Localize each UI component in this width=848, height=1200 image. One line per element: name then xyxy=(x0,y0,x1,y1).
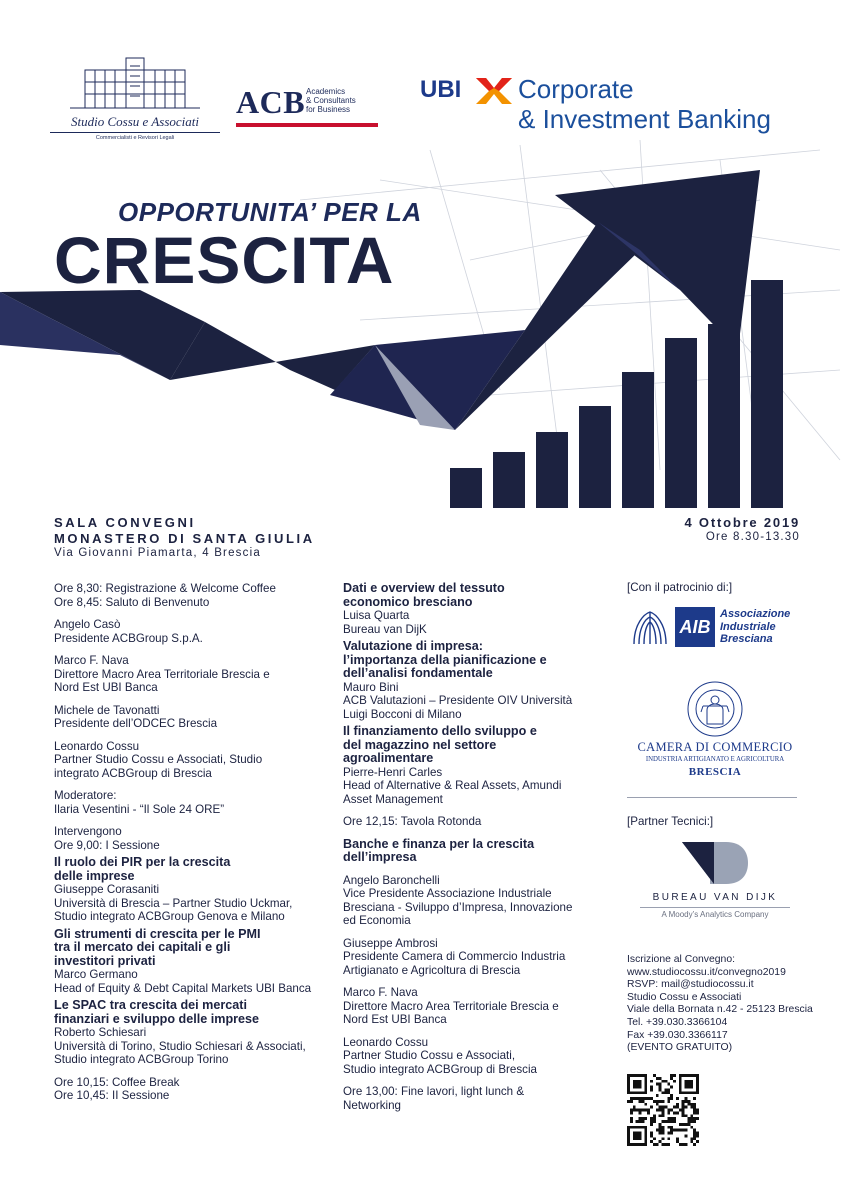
session-title: Valutazione di impresa: xyxy=(343,639,483,653)
venue-monastery: MONASTERO DI SANTA GIULIA xyxy=(54,531,315,546)
bvd-divider xyxy=(640,907,790,908)
logo-studio-cossu xyxy=(50,52,220,144)
program-block xyxy=(343,1036,605,1077)
session-title: finanziari e sviluppo delle imprese xyxy=(54,1011,260,1026)
logo-camera-commercio xyxy=(630,680,800,780)
registration-info xyxy=(627,954,822,1055)
program-line: Giuseppe Corasaniti xyxy=(54,883,160,896)
camera-city: BRESCIA xyxy=(688,766,742,778)
title-small: OPPORTUNITA’ PER LA xyxy=(118,197,422,227)
cossu-name: Studio Cossu e Associati xyxy=(71,114,199,129)
qr-code-icon[interactable] xyxy=(627,1074,699,1146)
bvd-mark-icon xyxy=(680,840,750,888)
growth-bar xyxy=(708,324,740,508)
program-line: Ore 10,45: II Sessione xyxy=(54,1089,170,1102)
event-date: 4 Ottobre 2019 xyxy=(684,515,800,530)
program-line: integrato ACBGroup di Brescia xyxy=(54,766,212,780)
session-title: Dati e overview del tessuto xyxy=(343,581,505,595)
program-line: Ore 10,15: Coffee Break xyxy=(54,1075,180,1089)
program-left-column xyxy=(54,582,314,1112)
program-block xyxy=(343,1085,605,1112)
session-title: l’importanza della pianificazione e xyxy=(343,652,547,667)
growth-bar xyxy=(665,338,697,508)
program-line: Università di Torino, Studio Schiesari & Associati, xyxy=(54,1039,306,1053)
logo-ubi xyxy=(420,72,805,142)
acb-tagline-line: & Consultants xyxy=(306,96,356,105)
growth-bar xyxy=(450,468,482,508)
registration-line: Fax +39.030.3366117 xyxy=(627,1029,728,1041)
sidebar-divider xyxy=(627,797,797,798)
bvd-subtitle: A Moody’s Analytics Company xyxy=(661,910,769,919)
aib-line: Associazione xyxy=(720,608,791,620)
acb-tagline-line: for Business xyxy=(306,105,351,114)
program-block xyxy=(54,1076,314,1103)
program-block xyxy=(54,740,314,781)
program-line: Intervengono xyxy=(54,825,122,838)
session-title: Il finanziamento dello sviluppo e xyxy=(343,724,537,738)
acb-red-bar xyxy=(236,123,378,127)
title-big: CRESCITA xyxy=(54,223,395,297)
program-line: Bureau van DijK xyxy=(343,622,427,636)
growth-bar xyxy=(751,280,783,508)
program-line: Studio integrato ACBGroup di Brescia xyxy=(343,1062,537,1076)
aib-emblem-icon xyxy=(630,608,670,648)
registration-line: (EVENTO GRATUITO) xyxy=(627,1042,733,1054)
aib-text xyxy=(720,608,790,646)
aib-box: AIB xyxy=(675,607,715,647)
program-line: Pierre-Henri Carles xyxy=(343,765,443,779)
program-line: Giuseppe Ambrosi xyxy=(343,936,438,950)
session-title: Il ruolo dei PIR per la crescita xyxy=(54,855,231,869)
program-line: Ore 8,45: Saluto di Benvenuto xyxy=(54,595,210,609)
aib-line: Industriale xyxy=(720,620,776,633)
program-line: Direttore Macro Area Territoriale Brescia e xyxy=(54,667,270,681)
program-block xyxy=(343,986,605,1027)
ubi-line1: Corporate xyxy=(518,74,634,104)
program-line: Marco F. Nava xyxy=(54,654,129,667)
program-block xyxy=(54,825,314,852)
growth-graphic xyxy=(0,140,848,510)
ubi-line2: & Investment Banking xyxy=(518,104,771,134)
program-line: Bresciana - Sviluppo d’Impresa, Innovazione xyxy=(343,900,573,914)
session-title: Banche e finanza per la crescita xyxy=(343,836,535,851)
growth-bar xyxy=(493,452,525,508)
program-line: Partner Studio Cossu e Associati, Studio xyxy=(54,753,263,766)
program-line: Ore 13,00: Fine lavori, light lunch & xyxy=(343,1085,525,1098)
program-line: Moderatore: xyxy=(54,789,117,802)
session-title: Gli strumenti di crescita per le PMI xyxy=(54,926,261,941)
program-block xyxy=(54,928,314,996)
bvd-name: BUREAU VAN DIJK xyxy=(652,892,778,903)
program-line: Studio integrato ACBGroup Genova e Milano xyxy=(54,910,285,923)
ubi-mark: UBI xyxy=(420,76,462,103)
session-title: investitori privati xyxy=(54,953,156,968)
program-block xyxy=(343,937,605,978)
registration-line: Iscrizione al Convegno: xyxy=(627,954,736,965)
program-line: Luisa Quarta xyxy=(343,609,410,622)
registration-line[interactable]: RSVP: mail@studiocossu.it xyxy=(627,979,754,991)
acb-tagline-line: Academics xyxy=(306,87,346,96)
program-line: Asset Management xyxy=(343,792,443,806)
registration-line: Studio Cossu e Associati xyxy=(627,991,742,1003)
mercatorum-seal-icon xyxy=(685,680,745,738)
session-title: dell’analisi fondamentale xyxy=(343,666,493,680)
logo-aib xyxy=(630,606,800,652)
program-line: Leonardo Cossu xyxy=(54,739,140,753)
program-line: Studio integrato ACBGroup Torino xyxy=(54,1053,229,1066)
session-title: Le SPAC tra crescita dei mercati xyxy=(54,998,247,1012)
building-icon xyxy=(50,52,220,112)
program-line: Mauro Bini xyxy=(343,680,399,694)
partner-text: [Partner Tecnici:] xyxy=(627,815,714,828)
program-line: Ore 8,30: Registrazione & Welcome Coffee xyxy=(54,582,276,595)
program-block xyxy=(343,874,605,928)
program-block xyxy=(54,999,314,1067)
program-line: Presidente ACBGroup S.p.A. xyxy=(54,631,203,645)
program-line: Michele de Tavonatti xyxy=(54,703,160,717)
session-title: agroalimentare xyxy=(343,751,434,765)
program-block xyxy=(343,838,605,865)
growth-bar xyxy=(579,406,611,508)
program-line: Ore 12,15: Tavola Rotonda xyxy=(343,815,482,828)
program-block xyxy=(54,856,314,924)
program-line: Partner Studio Cossu e Associati, xyxy=(343,1049,516,1062)
logo-bureau-van-dijk xyxy=(630,838,800,928)
program-block xyxy=(343,640,605,721)
growth-bar xyxy=(536,432,568,508)
program-line: ACB Valutazioni – Presidente OIV Università xyxy=(343,694,573,707)
program-line: Direttore Macro Area Territoriale Brescia e xyxy=(343,999,559,1013)
program-block xyxy=(343,815,605,829)
program-block xyxy=(54,789,314,816)
partner-label xyxy=(627,812,799,830)
program-line: Artigianato e Agricoltura di Brescia xyxy=(343,963,521,977)
program-line: Ore 9,00: I Sessione xyxy=(54,838,160,852)
patrocinio-label xyxy=(627,578,799,596)
session-title: delle imprese xyxy=(54,868,135,883)
program-block xyxy=(54,654,314,695)
program-line: Roberto Schiesari xyxy=(54,1026,147,1039)
program-line: Leonardo Cossu xyxy=(343,1035,429,1049)
session-title: tra il mercato dei capitali e gli xyxy=(54,940,231,954)
program-line: Nord Est UBI Banca xyxy=(54,681,158,694)
program-block xyxy=(343,725,605,806)
growth-bar xyxy=(622,372,654,508)
program-line: Marco F. Nava xyxy=(343,986,418,999)
program-line: Head of Alternative & Real Assets, Amundi xyxy=(343,779,562,792)
program-line: Università di Brescia – Partner Studio Uckmar, xyxy=(54,896,293,910)
aib-line: Bresciana xyxy=(720,633,773,645)
session-title: economico bresciano xyxy=(343,594,473,609)
program-line: Head of Equity & Debt Capital Markets UBI Banca xyxy=(54,981,312,995)
ubi-chevrons-icon xyxy=(476,78,512,104)
logo-acb xyxy=(236,84,386,130)
venue-address: Via Giovanni Piamarta, 4 Brescia xyxy=(54,547,261,559)
session-title: dell’impresa xyxy=(343,850,417,864)
program-line: Vice Presidente Associazione Industriale xyxy=(343,887,552,900)
acb-tagline xyxy=(306,87,386,114)
registration-line: Viale della Bornata n.42 - 25123 Brescia xyxy=(627,1004,813,1016)
program-line: Angelo Casò xyxy=(54,618,121,631)
camera-subtitle: INDUSTRIA ARTIGIANATO E AGRICOLTURA xyxy=(645,756,785,763)
program-line: Ilaria Vesentini - “Il Sole 24 ORE” xyxy=(54,802,225,816)
program-block xyxy=(54,704,314,731)
registration-link[interactable]: www.studiocossu.it/convegno2019 xyxy=(627,966,786,978)
session-title: del magazzino nel settore xyxy=(343,737,497,752)
program-line: Luigi Bocconi di Milano xyxy=(343,707,462,721)
camera-name: CAMERA DI COMMERCIO xyxy=(637,740,793,754)
event-time: Ore 8.30-13.30 xyxy=(705,531,800,543)
registration-line: Tel. +39.030.3366104 xyxy=(627,1016,728,1028)
venue-hall: SALA CONVEGNI xyxy=(54,515,196,530)
program-block xyxy=(54,582,314,609)
acb-mark: ACB xyxy=(236,84,306,120)
program-line: Angelo Baronchelli xyxy=(343,873,440,887)
program-line: ed Economia xyxy=(343,914,411,927)
program-line: Marco Germano xyxy=(54,968,138,981)
program-right-column xyxy=(343,582,605,1121)
program-block xyxy=(54,618,314,645)
program-block xyxy=(343,582,605,636)
program-line: Networking xyxy=(343,1098,401,1112)
program-line: Presidente Camera di Commercio Industria xyxy=(343,950,566,963)
cossu-divider xyxy=(50,132,220,133)
program-line: Presidente dell’ODCEC Brescia xyxy=(54,717,218,730)
cossu-subtitle: Commercialisti e Revisori Legali xyxy=(95,135,175,141)
program-line: Nord Est UBI Banca xyxy=(343,1013,447,1026)
patrocinio-text: [Con il patrocinio di:] xyxy=(627,581,733,594)
